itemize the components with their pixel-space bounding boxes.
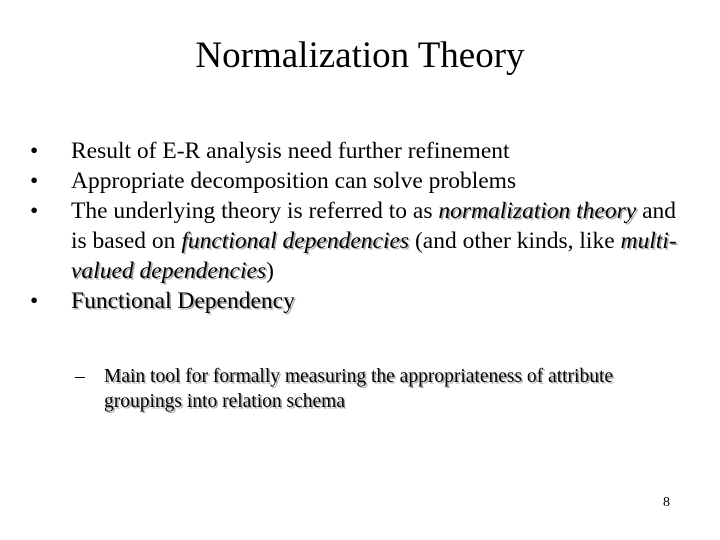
bullet-text-segment: and is based on xyxy=(71,198,676,254)
bullet-item xyxy=(30,196,680,286)
bullet-marker: • xyxy=(30,288,39,314)
bullet-item xyxy=(30,136,680,166)
bullet-text: Result of E-R analysis need further refinement xyxy=(71,138,510,164)
sub-bullet-marker: – xyxy=(75,366,85,387)
bullet-text-segment: (and other kinds, like xyxy=(409,228,621,254)
bullet-text: Appropriate decomposition can solve problems xyxy=(71,168,517,194)
bullet-list xyxy=(30,136,680,316)
term-functional-dependencies: functional dependencies xyxy=(181,228,410,254)
sub-bullet-item xyxy=(75,364,675,414)
bullet-item xyxy=(30,166,680,196)
bullet-marker: • xyxy=(30,198,39,224)
bullet-marker: • xyxy=(30,168,39,194)
sub-bullet-list xyxy=(75,364,675,414)
term-multi-valued-dependencies: multi-valued dependencies xyxy=(71,228,677,284)
bullet-text: Functional Dependency xyxy=(71,288,295,314)
bullet-text-segment: The underlying theory is referred to as xyxy=(71,198,439,224)
bullet-marker: • xyxy=(30,138,39,164)
sub-bullet-text: Main tool for formally measuring the appropriateness of attribute groupings into relation schema xyxy=(104,366,614,412)
page-number: 8 xyxy=(663,495,670,510)
slide-title: Normalization Theory xyxy=(195,35,525,76)
bullet-text-segment: ) xyxy=(266,258,274,284)
term-normalization-theory: normalization theory xyxy=(438,198,637,224)
bullet-item xyxy=(30,286,680,316)
